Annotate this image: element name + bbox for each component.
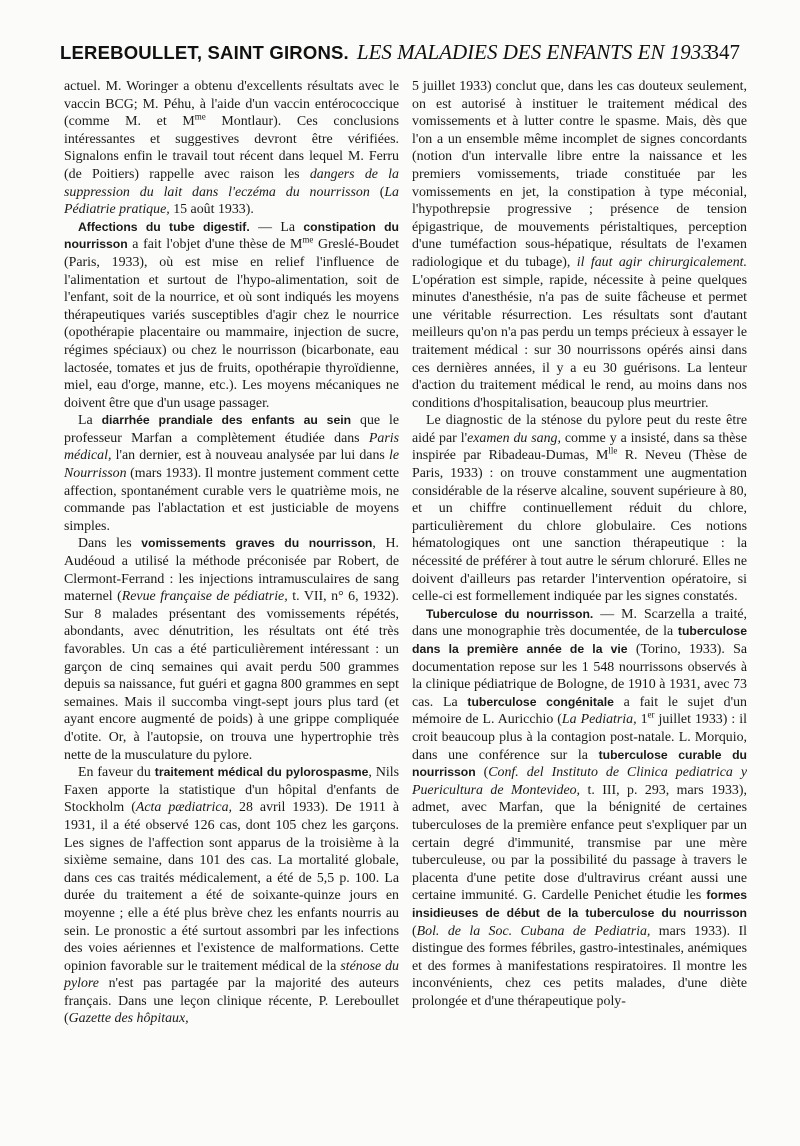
italic-citation: sténose du pylore (64, 958, 399, 992)
text-run: juillet 1933) : il croit beaucoup plus à la contagion post-natale. L. Morquio, dans une conférence sur la (412, 712, 747, 763)
text-run: l'an dernier, est à nouveau analysée par lui dans (111, 448, 389, 464)
italic-citation: La Pédiatrie pratique, (64, 184, 399, 218)
bold-term: traitement médical du pylorospasme (154, 765, 369, 780)
page-number: 347 (708, 40, 740, 64)
bold-term: diarrhée prandiale des enfants au sein (101, 413, 352, 428)
text-run: , Nils Faxen apporte la statistique d'un hôpital d'enfants de Stockholm ( (64, 765, 400, 816)
text-run: actuel. M. Woringer a obtenu d'excellents résultats avec le vaccin BCG; M. Péhu, à l'aide d'un vaccin entérococcique (comme M. et M (64, 79, 399, 130)
paragraph (412, 606, 747, 1011)
bold-term: Tuberculose du nourrisson. (426, 606, 594, 621)
paragraph (64, 78, 399, 219)
text-run: ( (369, 184, 385, 200)
italic-citation: examen du sang, (467, 430, 561, 446)
italic-citation: Bol. de la Soc. Cubana de Pediatria, (416, 923, 651, 939)
bold-term: tuberculose curable du nourrisson (412, 747, 748, 780)
text-run: me (194, 111, 206, 122)
text-run: 1 (636, 712, 648, 728)
text-run: Greslé-Boudet (Paris, 1933), où est mise en relief l'influence de l'alimentation et surtout de l'hypo-alimentation, soit de l'enfant, soit de la nourrice, et où sont indiqués les moyens thérapeutiques variés susceptibles d'agir chez le nourrice (opothérapie placentaire ou mammaire, injection de sucre, régimes spéciaux) ou chez le nourrisson (bicarbonate, eau lactosée, tomates et jus de fruits, opothérapie thyroïdienne, miel, eau d'orge, manne, etc.). Les moyens mécaniques ne doivent être que d'un usage passager. (64, 237, 399, 411)
text-run: lle (608, 445, 618, 456)
italic-citation: Gazette des hôpitaux, (68, 1011, 189, 1027)
text-run: que le professeur Marfan a complètement étudiée dans (64, 413, 400, 446)
paragraph (64, 412, 399, 535)
text-run: er (647, 709, 655, 720)
header-title: LES MALADIES DES ENFANTS EN 1933 (356, 40, 712, 64)
text-run: 5 juillet 1933) conclut que, dans les cas douteux seulement, on est autorisé à instituer le traitement médical des vomissements et à lutter contre le spasme. Mais, dès que l'on a un ensemble même incomplet de signes concordants (notion d'un intervalle libre entre la naissance et les premiers vomissements, triade constituée par les vomissements en jet, la constipation à type méconial, l'hypothrepsie progressive ; présence de tension épigastrique, de mouvements péristaltiques, perception d'une tuméfaction sous-hépatique, résultats de l'examen radiologique et du tubage), (412, 79, 747, 270)
text-run: n'est pas partagée par la majorité des auteurs français. Dans une leçon clinique récente, P. Lereboullet ( (64, 976, 399, 1027)
text-run: — La (249, 219, 304, 235)
text-run: ( (412, 923, 417, 939)
italic-citation: il faut agir chirurgicalement. (576, 254, 748, 270)
text-run: t. VII, n° 6, 1932). Sur 8 malades présentant des vomissements répétés, abondants, avec dénutrition, les résultats ont été très favorables. Un cas a été particulièrement intéressant : un garçon de cinq semaines qui avait perdu 500 grammes depuis sa naissance, fut guéri et gagna 800 grammes en sept semaines. Mais il succomba vingt-sept jours plus tard (et ayant encore augmenté de poids) à une grippe compliquée d'otite. Or, à l'autopsie, on trouva une hypertrophie très nette de la musculature du pylore. (64, 589, 399, 763)
text-run: La (78, 413, 102, 429)
text-run: a fait le sujet d'un mémoire de L. Auricchio ( (412, 694, 748, 728)
text-run: — M. Scarzella a traité, dans une monographie très documentée, de la (412, 606, 747, 640)
italic-citation: le Nourrisson (64, 448, 399, 482)
text-run: mars 1933). Il distingue des formes fébriles, gastro-intestinales, anémiques et des formes à manifestations respiratoires. Il montre les inconvénients, chez ces petits malades, d'une diète prolongée et d'une thérapeutique poly- (412, 923, 747, 1009)
header-authors: LEREBOULLET, SAINT GIRONS. (60, 42, 349, 63)
text-run: R. Neveu (Thèse de Paris, 1933) : on trouve constamment une augmentation considérable de la réserve alcaline, souvent supérieure à 80, et un chiffre continuellement réduit du chlore, particulièrement du chlore globulaire. Ces notions hématologiques ont une sanction thérapeutique : la nécessité de préférer à tout autre le sérum chloruré. Elles ne doivent d'ailleurs pas retarder l'intervention opératoire, si celle-ci est formellement indiquée par les signes constatés. (412, 448, 747, 605)
bold-term: vomissements graves du nourrisson (141, 536, 373, 551)
italic-citation: Acta pædiatrica, (135, 800, 232, 816)
paragraph (64, 535, 399, 764)
text-run: 15 août 1933). (169, 202, 254, 218)
text-run: Montlaur). Ces conclusions intéressantes et suggestives devront être vérifiées. Signalons enfin le travail tout récent dans lequel M. Ferru (de Poitiers) rappelle avec raison les (64, 114, 399, 182)
text-run: ( (475, 765, 489, 781)
right-column (412, 78, 747, 1010)
italic-citation: Paris médical, (64, 430, 399, 464)
running-header (60, 40, 740, 74)
text-run: a fait l'objet d'une thèse de M (127, 237, 303, 253)
text-run: L'opération est simple, rapide, nécessite à peine quelques minutes d'anesthésie, n'a pas de suite fâcheuse et permet une véritable résurrection. Les résultats sont d'autant meilleurs qu'on n'a pas perdu un temps précieux à essayer le traitement médical : sur 30 nourrissons opérés ainsi dans ces dernières années, il y a eu 30 guérisons. La lenteur d'action du traitement médical le rend, au moins dans nos conditions d'hospitalisation, beaucoup plus meurtrier. (412, 272, 747, 411)
bold-term: formes insidieuses de début de la tuberculose du nourrisson (412, 888, 747, 920)
paragraph (64, 219, 399, 413)
italic-citation: La Pediatria, (561, 712, 637, 728)
italic-citation: dangers de la suppression du lait dans l'eczéma du nourrisson (64, 166, 399, 200)
paragraph (412, 412, 747, 606)
text-run: , H. Audéoud a utilisé la méthode préconisée par Robert, de Clermont-Ferrand : les injections intramusculaires de sang maternel ( (64, 536, 399, 605)
bold-term: tuberculose dans la première année de la vie (412, 624, 747, 656)
text-run: t. III, p. 293, mars 1933), admet, avec Marfan, que la bénignité de certaines tuberculoses de la première enfance peut s'expliquer par un certain degré d'immunité, transmise par une mère tuberculeuse, ou par la possibilité du passage à travers le placenta d'une petite dose d'ultravirus créant aussi une certaine immunité. G. Cardelle Penichet étudie les (412, 782, 747, 904)
text-run: (mars 1933). Il montre justement comment cette affection, spontanément curable vers le quatrième mois, ne commande pas l'ablactation et est justiciable de moyens simples. (64, 466, 399, 534)
text-run: Le diagnostic de la sténose du pylore peut du reste être aidé par l' (412, 413, 747, 446)
bold-term: tuberculose congénitale (467, 694, 614, 709)
bold-term: Affections du tube digestif. (78, 219, 250, 234)
italic-citation: Revue française de pédiatrie, (121, 589, 288, 605)
text-run: comme y a insisté, dans sa thèse inspirée par Ribadeau-Dumas, M (412, 430, 747, 464)
text-run: Dans les (78, 536, 142, 552)
left-column (64, 78, 399, 1028)
italic-citation: Conf. del Instituto de Clinica pediatrica y Puericultura de Montevideo, (412, 765, 747, 798)
text-run: me (302, 234, 314, 245)
text-run: 28 avril 1933). De 1911 à 1931, il a été observé 126 cas, dont 105 chez les garçons. Les signes de l'affection sont apparus de la troisième à la sixième semaine, dans 101 des cas. La mortalité globale, dans ces cas traités médicalement, a été de 5,5 p. 100. La durée du traitement a été de soixante-quinze jours en moyenne ; elle a été plus brève chez les enfants nourris au sein. Le pronostic a été surtout assombri par les infections des voies aériennes et l'existence de malformations. Cette opinion favorable sur le traitement médical de la (64, 800, 399, 974)
text-run: (Torino, 1933). Sa documentation repose sur les 1 548 nourrissons observés à la clinique pédiatrique de Bologne, de 1910 à 1931, avec 73 cas. La (412, 642, 748, 710)
paragraph (64, 764, 399, 1028)
paragraph (412, 78, 747, 412)
text-run: En faveur du (78, 765, 155, 781)
bold-term: constipation du nourrisson (64, 219, 399, 252)
